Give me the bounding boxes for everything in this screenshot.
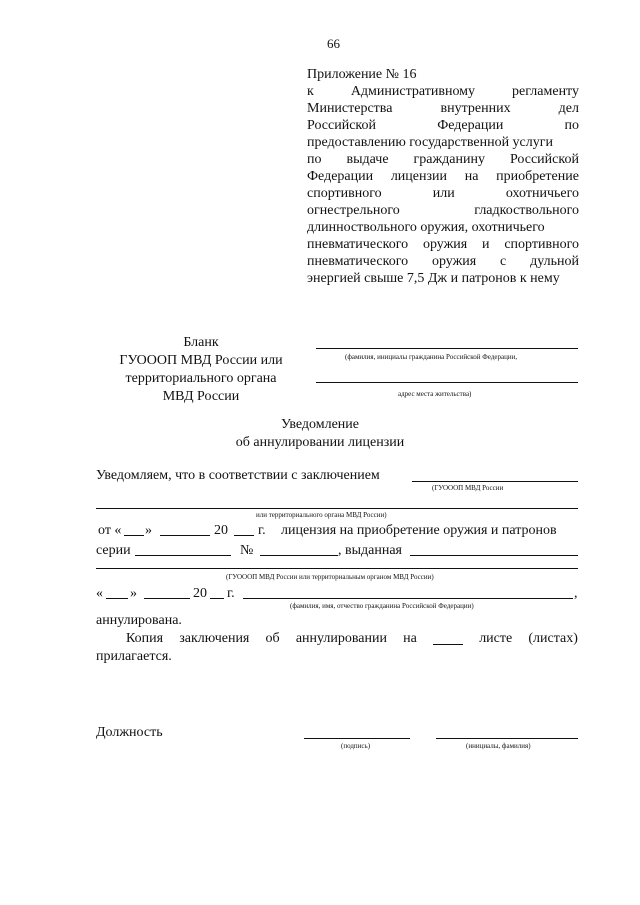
appendix-word: Российской	[307, 118, 376, 133]
appendix-line	[307, 236, 579, 253]
appendix-word: Федерации	[307, 169, 374, 184]
initials-field[interactable]	[436, 738, 578, 739]
date-month-field[interactable]	[160, 535, 210, 536]
appendix-word: Российской	[509, 152, 579, 167]
appendix-word: пневматического	[307, 254, 409, 269]
appendix-word: приобретение	[496, 169, 579, 184]
copy-line	[126, 630, 578, 647]
copy-word: об	[265, 631, 280, 646]
appendix-word: Приложение № 16	[307, 67, 417, 82]
appendix-word: дел	[558, 101, 579, 116]
date-year-prefix: 20	[214, 523, 228, 538]
appendix-word: по	[564, 118, 579, 133]
appendix-word: пневматического	[307, 237, 409, 252]
license-text: лицензия на приобретение оружия и патронов	[281, 523, 557, 538]
date-year-field[interactable]	[234, 535, 254, 536]
appendix-word: огнестрельного	[307, 203, 400, 218]
appendix-line	[307, 202, 579, 219]
initials-caption: (инициалы, фамилия)	[466, 742, 531, 750]
appendix-word: гладкоствольного	[474, 203, 579, 218]
appendix-line	[307, 151, 579, 168]
appendix-word: выдаче	[346, 152, 389, 167]
issued-by-field[interactable]	[410, 555, 578, 556]
letterhead-line: ГУОООП МВД России или	[119, 353, 283, 368]
date-day-field[interactable]	[124, 535, 144, 536]
recipient-address-caption: адрес места жительства)	[398, 390, 472, 398]
appendix-word: предоставлению государственной услуги	[307, 135, 553, 150]
appendix-word: Федерации	[437, 118, 504, 133]
appendix-word: с	[500, 254, 507, 269]
letterhead-line: Бланк	[183, 335, 219, 350]
appendix-word: спортивного	[504, 237, 579, 252]
series-field[interactable]	[135, 555, 231, 556]
appendix-word: спортивного	[307, 186, 382, 201]
appendix-word: или	[432, 186, 455, 201]
number-sign: №	[240, 543, 254, 558]
appendix-word: и	[482, 237, 490, 252]
attached-text: прилагается.	[96, 649, 172, 664]
date-year-suffix: г.	[258, 523, 266, 538]
issued-by-line-2[interactable]	[96, 568, 578, 569]
appendix-line	[307, 270, 579, 287]
conclusion-authority-line-2[interactable]	[96, 508, 578, 509]
copy-word: заключения	[179, 631, 250, 646]
date2-year-suffix: г.	[227, 586, 235, 601]
series-label: серии	[96, 543, 131, 558]
number-field[interactable]	[260, 555, 338, 556]
appendix-line	[307, 168, 579, 185]
date-close-quote: »	[145, 523, 152, 538]
recipient-name-line[interactable]	[316, 348, 578, 349]
appendix-word: длинноствольного оружия, охотничьего	[307, 220, 545, 235]
date-from-label: от «	[98, 523, 122, 538]
appendix-line	[307, 100, 579, 117]
territorial-caption: или территориального органа МВД России)	[256, 511, 387, 519]
document-subtitle: об аннулировании лицензии	[235, 435, 405, 450]
appendix-line	[307, 185, 579, 202]
appendix-word: Министерства	[307, 101, 393, 116]
date2-close-quote: »	[130, 586, 137, 601]
copy-word: аннулировании	[295, 631, 387, 646]
conclusion-authority-line[interactable]	[412, 481, 578, 482]
letterhead-line: МВД России	[162, 389, 240, 404]
letterhead-line: территориального органа	[125, 371, 277, 386]
appendix-word: к	[307, 84, 314, 99]
sheets-count-field[interactable]	[433, 630, 463, 645]
appendix-word: на	[464, 169, 479, 184]
appendix-line	[307, 117, 579, 134]
appendix-word: внутренних	[440, 101, 511, 116]
issued-label: , выданная	[338, 543, 402, 558]
appendix-line	[307, 253, 579, 270]
recipient-name-caption: (фамилия, инициалы гражданина Российской Федерации,	[345, 353, 518, 361]
date2-year-field[interactable]	[210, 598, 224, 599]
citizen-name-field[interactable]	[243, 598, 573, 599]
appendix-word: оружия	[422, 237, 468, 252]
appendix-word: дульной	[530, 254, 579, 269]
appendix-line	[307, 134, 579, 151]
date2-day-field[interactable]	[106, 598, 128, 599]
signature-caption: (подпись)	[341, 742, 371, 750]
date2-year-prefix: 20	[193, 586, 207, 601]
document-title: Уведомление	[280, 417, 359, 432]
date2-open-quote: «	[96, 586, 103, 601]
appendix-word: лицензии	[390, 169, 448, 184]
signature-field[interactable]	[304, 738, 410, 739]
appendix-line	[307, 66, 579, 83]
appendix-word: регламенту	[512, 84, 579, 99]
issued-by-caption: (ГУОООП МВД России или территориальным органом МВД России)	[226, 573, 434, 581]
appendix-word: гражданину	[413, 152, 485, 167]
appendix-word: оружия	[431, 254, 477, 269]
copy-word: на	[403, 631, 417, 646]
annulled-text: аннулирована.	[96, 613, 182, 628]
recipient-address-line[interactable]	[316, 382, 578, 383]
citizen-caption: (фамилия, имя, отчество гражданина Российской Федерации)	[290, 602, 474, 610]
copy-word: листе	[479, 631, 513, 646]
date2-comma: ,	[574, 586, 578, 601]
appendix-word: энергией свыше 7,5 Дж и патронов к нему	[307, 271, 560, 286]
guooop-caption: (ГУОООП МВД России	[432, 484, 504, 492]
letterhead-block	[96, 334, 306, 406]
page-number: 66	[327, 36, 340, 51]
date2-month-field[interactable]	[144, 598, 190, 599]
appendix-block	[307, 66, 579, 287]
appendix-word: охотничьего	[505, 186, 579, 201]
copy-word: (листах)	[528, 631, 578, 646]
appendix-word: Административному	[350, 84, 476, 99]
notify-text: Уведомляем, что в соответствии с заключением	[96, 468, 380, 483]
position-label: Должность	[96, 725, 163, 740]
appendix-line	[307, 219, 579, 236]
appendix-word: по	[307, 152, 322, 167]
copy-word: Копия	[126, 631, 164, 646]
appendix-line	[307, 83, 579, 100]
